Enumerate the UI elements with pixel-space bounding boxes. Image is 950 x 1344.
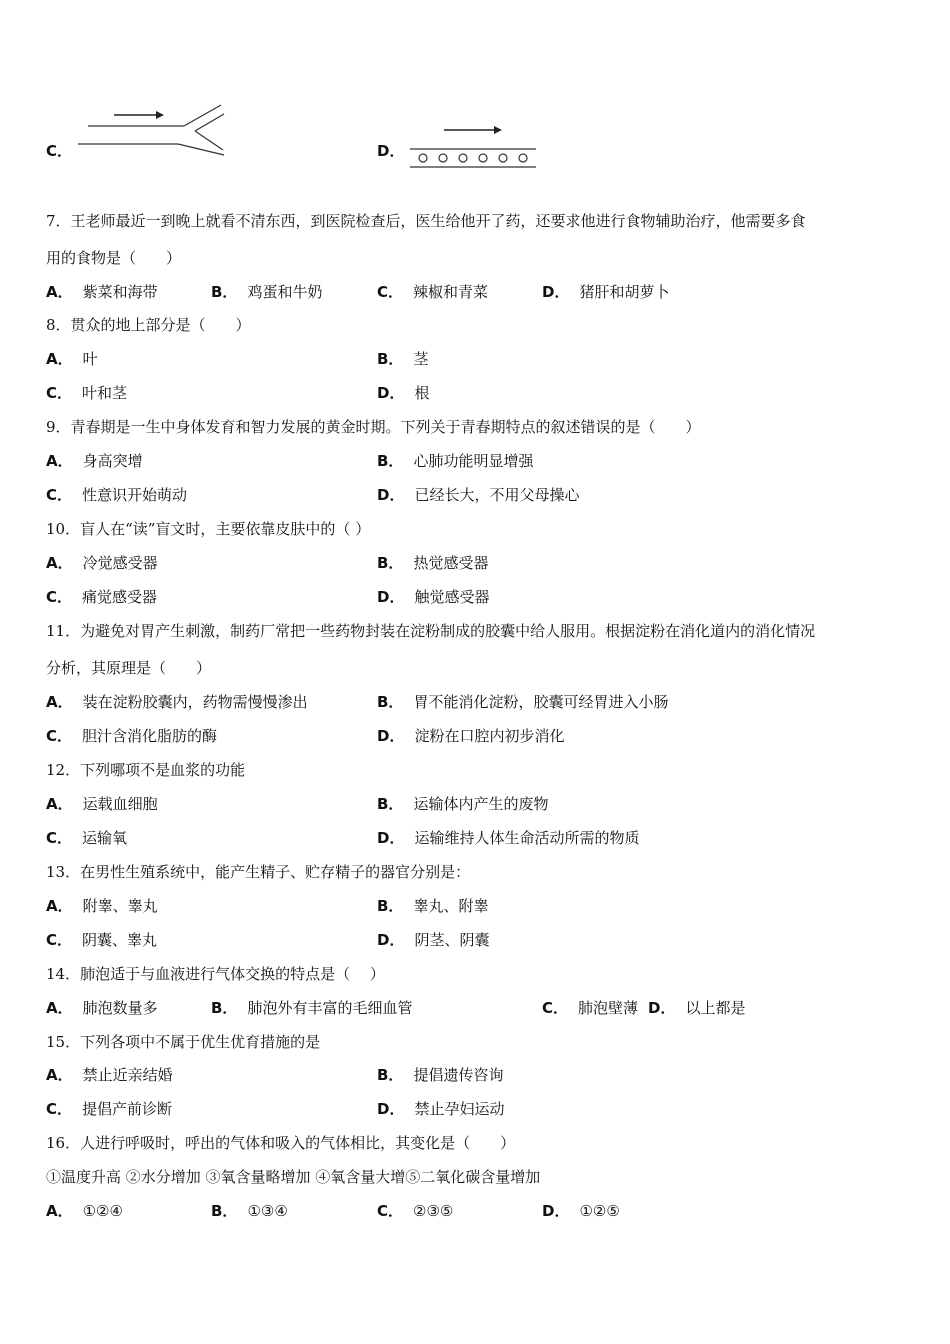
capillary-figure — [408, 118, 544, 174]
question-14-stem: 14．肺泡适于与血液进行气体交换的特点是（ ） — [46, 965, 385, 983]
question-10-stem: 10．盲人在“读”盲文时，主要依靠皮肤中的（ ） — [46, 520, 371, 538]
question-8-option-d[interactable]: D． 根 — [377, 384, 430, 402]
question-9-option-c[interactable]: C． 性意识开始萌动 — [46, 486, 188, 504]
question-14-option-a[interactable]: A． 肺泡数量多 — [46, 999, 158, 1017]
question-10-option-c[interactable]: C． 痛觉感受器 — [46, 588, 158, 606]
question-12-option-b[interactable]: B． 运输体内产生的废物 — [377, 795, 549, 813]
question-12-option-d[interactable]: D． 运输维持人体生命活动所需的物质 — [377, 829, 640, 847]
blood-cell — [439, 154, 447, 162]
branching-vessel-figure — [76, 100, 236, 160]
question-9-option-a[interactable]: A． 身高突增 — [46, 452, 143, 470]
question-15-option-b[interactable]: B． 提倡遗传咨询 — [377, 1066, 504, 1084]
question-11-option-a[interactable]: A． 装在淀粉胶囊内，药物需慢慢渗出 — [46, 693, 308, 711]
question-8-option-a[interactable]: A． 叶 — [46, 350, 98, 368]
question-15-stem: 15．下列各项中不属于优生优育措施的是 — [46, 1033, 321, 1051]
question-11-stem-line-2: 分析，其原理是（ ） — [46, 659, 212, 677]
question-7-option-b[interactable]: B． 鸡蛋和牛奶 — [211, 283, 323, 301]
question-15-option-d[interactable]: D． 禁止孕妇运动 — [377, 1100, 505, 1118]
question-8-option-b[interactable]: B． 茎 — [377, 350, 429, 368]
question-12-stem: 12．下列哪项不是血浆的功能 — [46, 761, 246, 779]
blood-cell — [459, 154, 467, 162]
question-16-option-c[interactable]: C． ②③⑤ — [377, 1202, 454, 1220]
question-10-option-d[interactable]: D． 触觉感受器 — [377, 588, 490, 606]
question-10-option-a[interactable]: A． 冷觉感受器 — [46, 554, 158, 572]
question-13-stem: 13．在男性生殖系统中，能产生精子、贮存精子的器官分别是： — [46, 863, 471, 881]
question-16-stem: 16．人进行呼吸时，呼出的气体和吸入的气体相比，其变化是（ ） — [46, 1134, 516, 1152]
question-11-stem-line-1: 11．为避免对胃产生刺激，制药厂常把一些药物封装在淀粉制成的胶囊中给人服用。根据淀粉在消化道内的消化情况 — [46, 622, 816, 640]
question-14-option-c[interactable]: C． 肺泡壁薄 — [542, 999, 639, 1017]
question-12-option-a[interactable]: A． 运载血细胞 — [46, 795, 158, 813]
question-14-option-d[interactable]: D． 以上都是 — [648, 999, 746, 1017]
question-7-option-d[interactable]: D． 猪肝和胡萝卜 — [542, 283, 670, 301]
question-8-option-c[interactable]: C． 叶和茎 — [46, 384, 128, 402]
question-11-option-c[interactable]: C． 胆汁含消化脂肪的酶 — [46, 727, 218, 745]
flow-arrow-head — [494, 126, 502, 134]
figure-option-c-label: C． — [46, 142, 73, 160]
question-15-option-c[interactable]: C． 提倡产前诊断 — [46, 1100, 173, 1118]
question-16-choices-list: ①温度升高 ②水分增加 ③氧含量略增加 ④氧含量大增⑤二氧化碳含量增加 — [46, 1168, 541, 1186]
question-13-option-c[interactable]: C． 阴囊、睾丸 — [46, 931, 158, 949]
question-11-option-b[interactable]: B． 胃不能消化淀粉，胶囊可经胃进入小肠 — [377, 693, 669, 711]
blood-cell — [519, 154, 527, 162]
question-8-stem: 8．贯众的地上部分是（ ） — [46, 316, 251, 334]
question-9-option-d[interactable]: D． 已经长大，不用父母操心 — [377, 486, 580, 504]
question-16-option-b[interactable]: B． ①③④ — [211, 1202, 288, 1220]
blood-cell — [419, 154, 427, 162]
question-9-option-b[interactable]: B． 心肺功能明显增强 — [377, 452, 534, 470]
question-7-stem-line-1: 7．王老师最近一到晚上就看不清东西，到医院检查后，医生给他开了药，还要求他进行食物辅助治疗，他需要多食 — [46, 212, 806, 230]
question-7-option-a[interactable]: A． 紫菜和海带 — [46, 283, 158, 301]
question-15-option-a[interactable]: A． 禁止近亲结婚 — [46, 1066, 173, 1084]
question-7-option-c[interactable]: C． 辣椒和青菜 — [377, 283, 489, 301]
question-11-option-d[interactable]: D． 淀粉在口腔内初步消化 — [377, 727, 565, 745]
question-13-option-b[interactable]: B． 睾丸、附睾 — [377, 897, 489, 915]
question-16-option-d[interactable]: D． ①②⑤ — [542, 1202, 620, 1220]
question-13-option-a[interactable]: A． 附睾、睾丸 — [46, 897, 158, 915]
question-12-option-c[interactable]: C． 运输氧 — [46, 829, 128, 847]
flow-arrow-head — [156, 111, 164, 119]
blood-cell — [479, 154, 487, 162]
figure-option-d-label: D． — [377, 142, 405, 160]
question-16-option-a[interactable]: A． ①②④ — [46, 1202, 123, 1220]
question-10-option-b[interactable]: B． 热觉感受器 — [377, 554, 489, 572]
question-7-stem-line-2: 用的食物是（ ） — [46, 249, 182, 267]
blood-cell — [499, 154, 507, 162]
question-9-stem: 9．青春期是一生中身体发育和智力发展的黄金时期。下列关于青春期特点的叙述错误的是（ ） — [46, 418, 701, 436]
question-14-option-b[interactable]: B． 肺泡外有丰富的毛细血管 — [211, 999, 413, 1017]
question-13-option-d[interactable]: D． 阴茎、阴囊 — [377, 931, 490, 949]
